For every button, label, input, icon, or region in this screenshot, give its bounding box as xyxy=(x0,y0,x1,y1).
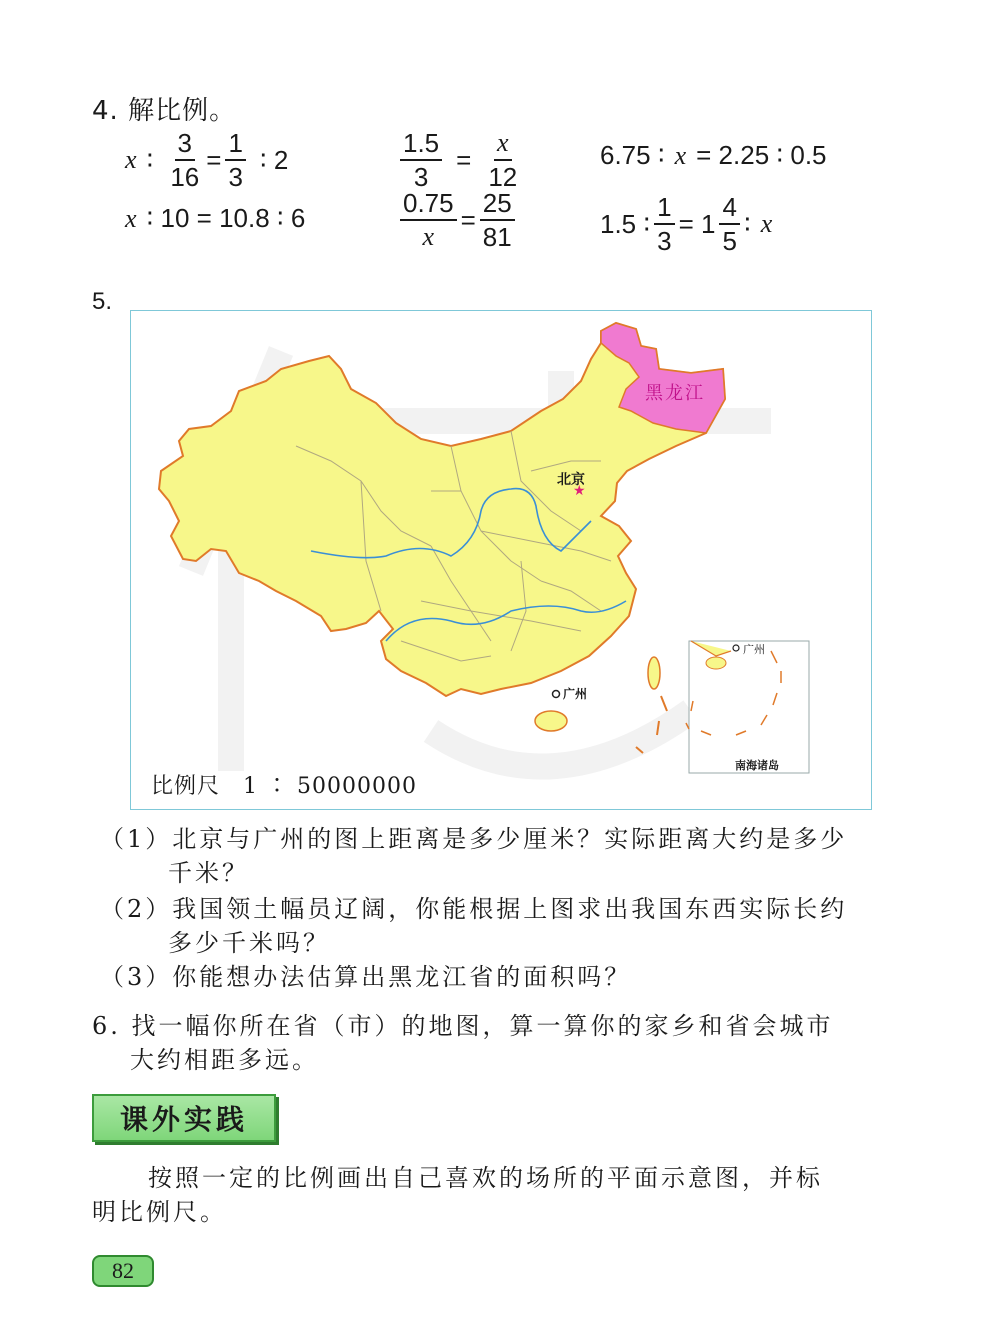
inset-label: 南海诸岛 xyxy=(735,759,779,772)
fraction xyxy=(225,130,245,190)
equation-1 xyxy=(125,130,288,190)
denominator: 3 xyxy=(413,162,429,192)
equation-part: ∶ 10 = 10.8 ∶ 6 xyxy=(146,203,306,233)
guangzhou-dot-icon xyxy=(553,691,560,698)
fraction xyxy=(485,130,520,190)
practice-line1: 按照一定的比例画出自己喜欢的场所的平面示意图，并标 xyxy=(148,1164,823,1192)
fraction xyxy=(167,130,202,190)
beijing-label: 北京 xyxy=(557,472,585,488)
equation-3 xyxy=(600,140,827,171)
denominator: 16 xyxy=(170,162,200,192)
denominator: 12 xyxy=(488,162,518,192)
numerator: 4 xyxy=(719,194,739,225)
fraction xyxy=(654,194,674,254)
numerator: x xyxy=(494,130,512,161)
question-5-label: 5. xyxy=(92,288,113,315)
hainan-island xyxy=(535,711,567,731)
var-x: x xyxy=(125,203,137,233)
equation-5 xyxy=(396,190,519,250)
equation-tail: ∶ 2 xyxy=(259,144,289,175)
practice-section-title: 课外实践 xyxy=(92,1094,276,1142)
subquestion-2-line2: 多少千米吗？ xyxy=(168,929,330,957)
numerator: 1 xyxy=(654,194,674,225)
denominator: 81 xyxy=(482,222,512,252)
practice-line2: 明比例尺。 xyxy=(92,1198,227,1226)
equation-part: 1.5 ∶ xyxy=(600,208,651,239)
equation-2 xyxy=(396,130,524,190)
fraction xyxy=(400,190,457,250)
equation-part: ∶ xyxy=(743,208,751,239)
inset-hainan xyxy=(706,657,726,669)
equation-part: = 1 xyxy=(678,208,716,239)
question-6-line2: 大约相距多远。 xyxy=(130,1046,319,1074)
fraction xyxy=(480,190,515,250)
scale-text: 比例尺 1 ∶ 50000000 xyxy=(151,774,417,799)
denominator: 3 xyxy=(657,226,672,256)
numerator: 0.75 xyxy=(400,190,457,221)
equation-4 xyxy=(125,203,305,234)
numerator: 1.5 xyxy=(400,130,442,161)
denominator: 3 xyxy=(228,162,243,192)
inset-guangzhou-label: 广州 xyxy=(743,643,765,656)
equals: = xyxy=(456,144,472,175)
equation-part: = 2.25 ∶ 0.5 xyxy=(696,140,827,170)
equals: = xyxy=(460,204,476,235)
china-map xyxy=(130,310,872,810)
var-x: x xyxy=(125,145,137,174)
subquestion-3: （3）你能想办法估算出黑龙江省的面积吗？ xyxy=(100,963,632,991)
denominator: x xyxy=(422,222,435,251)
heilongjiang-label: 黑龙江 xyxy=(645,383,705,404)
var-x: x xyxy=(674,140,687,170)
question-6-line1: 6. 找一幅你所在省（市）的地图，算一算你的家乡和省会城市 xyxy=(92,1012,834,1040)
subquestion-1-line2: 千米？ xyxy=(168,859,249,887)
beijing-star-icon: ★ xyxy=(573,483,586,499)
guangzhou-label: 广州 xyxy=(563,687,588,701)
numerator: 1 xyxy=(225,130,245,161)
fraction xyxy=(719,194,739,254)
numerator: 3 xyxy=(175,130,195,161)
fraction xyxy=(400,130,442,190)
var-x: x xyxy=(760,209,773,238)
colon: ∶ xyxy=(146,144,154,175)
question-4-title: 4. 解比例。 xyxy=(92,96,237,126)
subquestion-2-line1: （2）我国领土幅员辽阔，你能根据上图求出我国东西实际长约 xyxy=(100,895,848,923)
map-graphic xyxy=(131,311,871,809)
page-number: 82 xyxy=(92,1255,154,1287)
denominator: 5 xyxy=(722,226,737,256)
equals: = xyxy=(206,144,222,175)
equation-6 xyxy=(600,194,772,254)
subquestion-1-line1: （1）北京与广州的图上距离是多少厘米？实际距离大约是多少 xyxy=(100,825,848,853)
inset-guangzhou-dot-icon xyxy=(733,645,739,651)
taiwan-island xyxy=(648,657,660,689)
numerator: 25 xyxy=(480,190,515,221)
equation-part: 6.75 ∶ xyxy=(600,140,665,170)
